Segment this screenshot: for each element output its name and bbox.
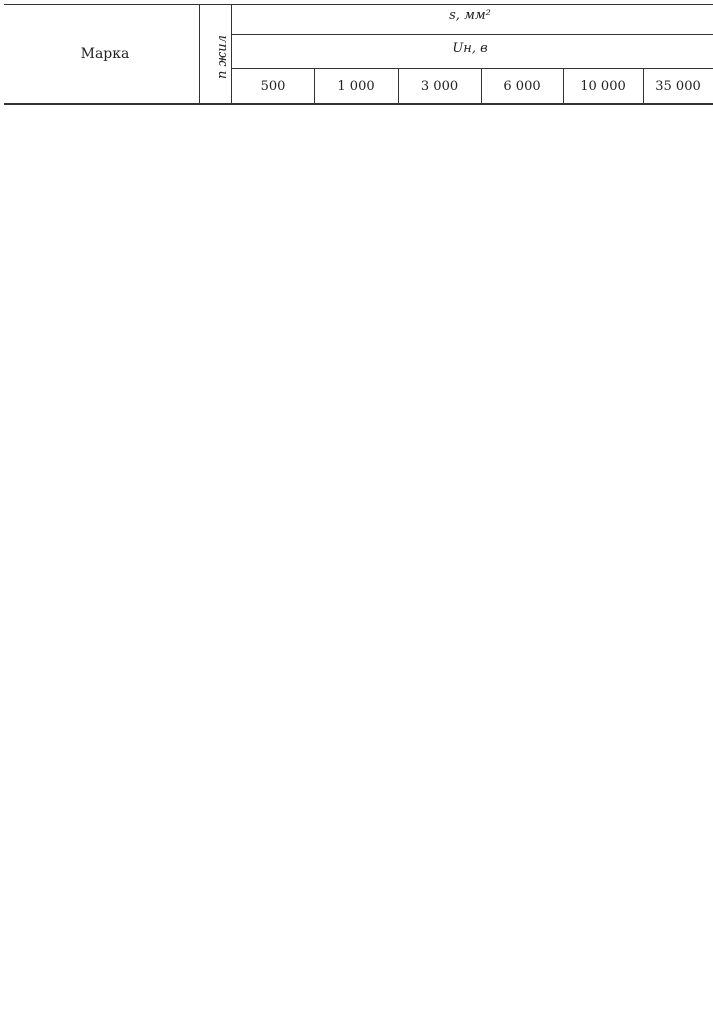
rule-volt-3 — [481, 68, 482, 103]
header-u-units: Uн, в — [452, 41, 488, 56]
rule-s — [232, 34, 713, 35]
rule-volt-1 — [314, 68, 315, 103]
rule-volt-5 — [643, 68, 644, 103]
header-voltage-5: 10 000 — [580, 79, 626, 94]
header-voltage-3: 3 000 — [420, 79, 459, 94]
rule-header-bottom — [4, 103, 713, 105]
header-marka: Марка — [80, 46, 130, 62]
header-voltage-4: 6 000 — [503, 79, 541, 94]
header-s-units: s, мм² — [449, 8, 491, 23]
rule-col-n — [231, 4, 232, 103]
header-n-zhil: n жил — [215, 35, 230, 79]
rule-col-marka — [199, 4, 200, 103]
rule-volt-2 — [398, 68, 399, 103]
header-voltage-6: 35 000 — [655, 79, 701, 94]
rule-volt-4 — [563, 68, 564, 103]
rule-top — [4, 4, 713, 5]
header-voltage-2: 1 000 — [337, 79, 375, 94]
header-voltage-1: 500 — [260, 79, 286, 94]
rule-u — [232, 68, 713, 69]
